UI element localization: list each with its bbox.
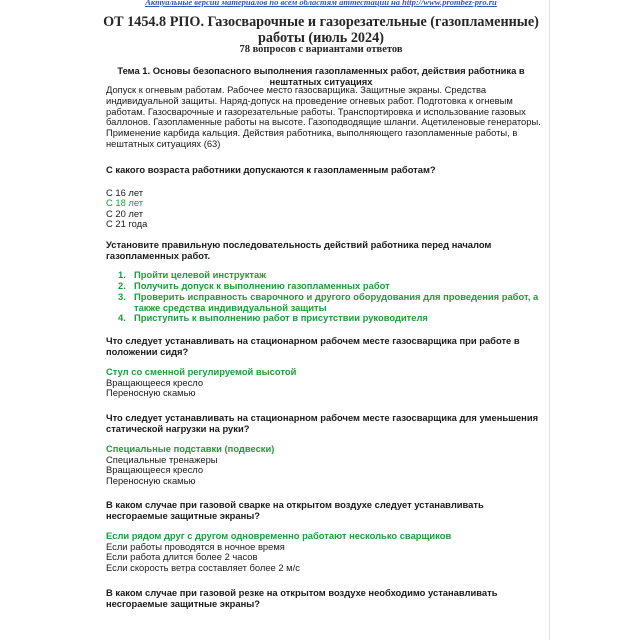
answer-option: Если работы проводятся в ночное время <box>106 540 285 552</box>
topic-heading: Тема 1. Основы безопасного выполнения газопламенных работ, действия работника в нештатных ситуациях <box>117 65 525 87</box>
question-text: В каком случае при газовой резке на открытом воздухе необходимо устанавливать несгораемые защитные экраны? <box>106 587 498 609</box>
answer-option: С 21 года <box>106 218 148 230</box>
answer-option: Вращающееся кресло <box>106 376 204 388</box>
sequence-item: 3. Проверить исправность сварочного и другого оборудования для проведения работ, а также средства индивидуальной защиты <box>118 290 539 313</box>
sequence-list <box>106 270 546 324</box>
answer-option: Специальные тренажеры <box>106 453 218 465</box>
correct-answer-option: С 18 лет <box>106 197 144 209</box>
question-1 <box>106 165 546 230</box>
question-6 <box>106 588 546 609</box>
sequence-item: 2. Получить допуск к выполнению газопламенных работ <box>118 279 390 291</box>
correct-answer-option: Если рядом друг с другом одновременно работают несколько сварщиков <box>106 530 452 542</box>
question-3 <box>106 336 546 399</box>
promo-link[interactable]: Актуальные версии материалов по всем областям аттестации на http://www.prombez-pro.ru <box>145 0 497 7</box>
page-right-border <box>549 0 550 640</box>
answer-option: Вращающееся кресло <box>106 464 204 476</box>
sequence-item: 1. Пройти целевой инструктаж <box>118 269 266 281</box>
correct-answer-option: Стул со сменной регулируемой высотой <box>106 366 297 378</box>
question-text: Что следует устанавливать на стационарном рабочем месте газосварщика для уменьшения статической нагрузки на руки? <box>106 412 539 434</box>
answer-option: С 16 лет <box>106 186 144 198</box>
answer-option: Если работа длится более 2 часов <box>106 551 258 563</box>
correct-answer-option: Специальные подставки (подвески) <box>106 443 275 455</box>
document-title: ОТ 1454.8 РПО. Газосварочные и газорезательные (газопламенные) работы (июль 2024) <box>103 14 539 46</box>
question-text: С какого возраста работники допускаются к газопламенным работам? <box>106 164 436 175</box>
document-page <box>96 0 546 640</box>
question-4 <box>106 413 546 487</box>
sequence-item: 4. Приступить к выполнению работ в присутствии руководителя <box>118 312 428 324</box>
answer-option: Переносную скамью <box>106 474 196 486</box>
question-2 <box>106 240 546 324</box>
question-text: Установите правильную последовательность действий работника перед началом газопламенных работ. <box>106 239 492 261</box>
question-text: Что следует устанавливать на стационарном рабочем месте газосварщика при работе в положении сидя? <box>106 335 520 357</box>
answer-option: Если скорость ветра составляет более 2 м/с <box>106 561 300 573</box>
answer-option: Переносную скамью <box>106 387 196 399</box>
question-5 <box>106 500 546 574</box>
question-text: В каком случае при газовой сварке на открытом воздухе следует устанавливать несгораемые защитные экраны? <box>106 499 484 521</box>
document-subtitle: 78 вопросов с вариантами ответов <box>239 44 403 55</box>
answer-option: С 20 лет <box>106 207 144 219</box>
topic-description: Допуск к огневым работам. Рабочее место газосварщика. Защитные экраны. Средства индивидуальной защиты. Наряд-допуск на проведение огневых работ. Подготовка к огневым работам. Газосварочные и газорезательные работы. Транспортировка и использование газовых баллонов. Газопламенные работы на высоте. Газоподводящие шланги. Ацетиленовые генераторы. Применение карбида кальция. Действия работника, выполняющего газопламенные работы, в нештатных ситуациях (63) <box>106 84 541 149</box>
